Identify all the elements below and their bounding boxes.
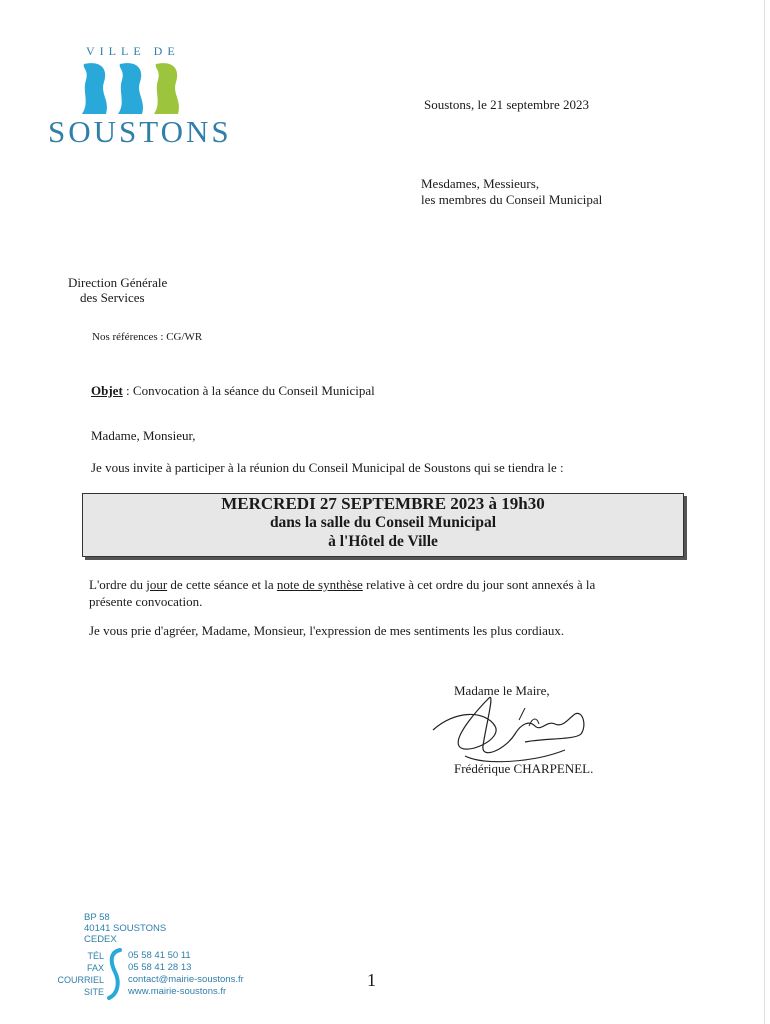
footer-website[interactable]: www.mairie-soustons.fr	[128, 986, 227, 997]
footer-phone: 05 58 41 50 11	[128, 950, 191, 961]
handwritten-signature-icon	[425, 690, 595, 770]
agenda-text-3: relative à cet ordre du jour sont annexés à la	[362, 577, 596, 592]
footer-contact-labels	[30, 950, 104, 998]
footer-address-1: BP 58	[84, 912, 110, 923]
page-edge-shadow	[764, 0, 765, 1024]
place-date: Soustons, le 21 septembre 2023	[424, 97, 590, 112]
logo-city-name: SOUSTONS	[48, 114, 232, 149]
recipient-line-2: les membres du Conseil Municipal	[421, 192, 603, 207]
agenda-note: note de synthèse	[276, 577, 363, 592]
agenda-paragraph	[89, 576, 689, 610]
agenda-line-2: présente convocation.	[89, 594, 203, 609]
footer-label-fax: FAX	[86, 963, 104, 973]
footer-fax: 05 58 41 28 13	[128, 962, 192, 973]
footer-contact-values	[128, 950, 244, 998]
service-line-1: Direction Générale	[68, 275, 168, 290]
subject-text: : Convocation à la séance du Conseil Municipal	[122, 383, 375, 398]
agenda-text-2: de cette séance et la	[167, 577, 277, 592]
recipient-line-1: Mesdames, Messieurs,	[421, 176, 540, 191]
intro-text: Je vous invite à participer à la réunion du Conseil Municipal de Soustons qui se tiendra le :	[91, 460, 564, 475]
subject-line	[91, 383, 375, 399]
footer-address	[84, 912, 166, 945]
footer-s-icon	[106, 948, 124, 1000]
soustons-logo-icon	[80, 60, 186, 118]
logo-city-label: VILLE DE	[86, 44, 180, 58]
closing: Je vous prie d'agréer, Madame, Monsieur, l'expression de mes sentiments les plus cordiaux.	[89, 623, 565, 638]
footer-label-email: COURRIEL	[57, 975, 104, 985]
signature-title: Madame le Maire,	[454, 683, 550, 698]
footer-label-site: SITE	[83, 987, 104, 997]
agenda-jour: jour	[146, 577, 168, 592]
meeting-box	[82, 493, 684, 557]
footer-email[interactable]: contact@mairie-soustons.fr	[128, 974, 244, 985]
footer-address-3: CEDEX	[84, 934, 117, 945]
signature-name: Frédérique CHARPENEL.	[454, 761, 594, 776]
page-number: 1	[367, 970, 376, 990]
service-line-2: des Services	[80, 290, 145, 305]
references: Nos références : CG/WR	[92, 331, 203, 343]
agenda-text-1: L'ordre du	[89, 577, 147, 592]
meeting-room: dans la salle du Conseil Municipal	[269, 514, 497, 531]
meeting-building: à l'Hôtel de Ville	[328, 533, 438, 550]
footer-address-2: 40141 SOUSTONS	[84, 923, 167, 934]
subject-label: Objet	[91, 383, 123, 398]
greeting: Madame, Monsieur,	[91, 428, 196, 443]
meeting-date: MERCREDI 27 SEPTEMBRE 2023 à 19h30	[221, 494, 545, 513]
footer-label-tel: TÉL	[87, 951, 104, 961]
